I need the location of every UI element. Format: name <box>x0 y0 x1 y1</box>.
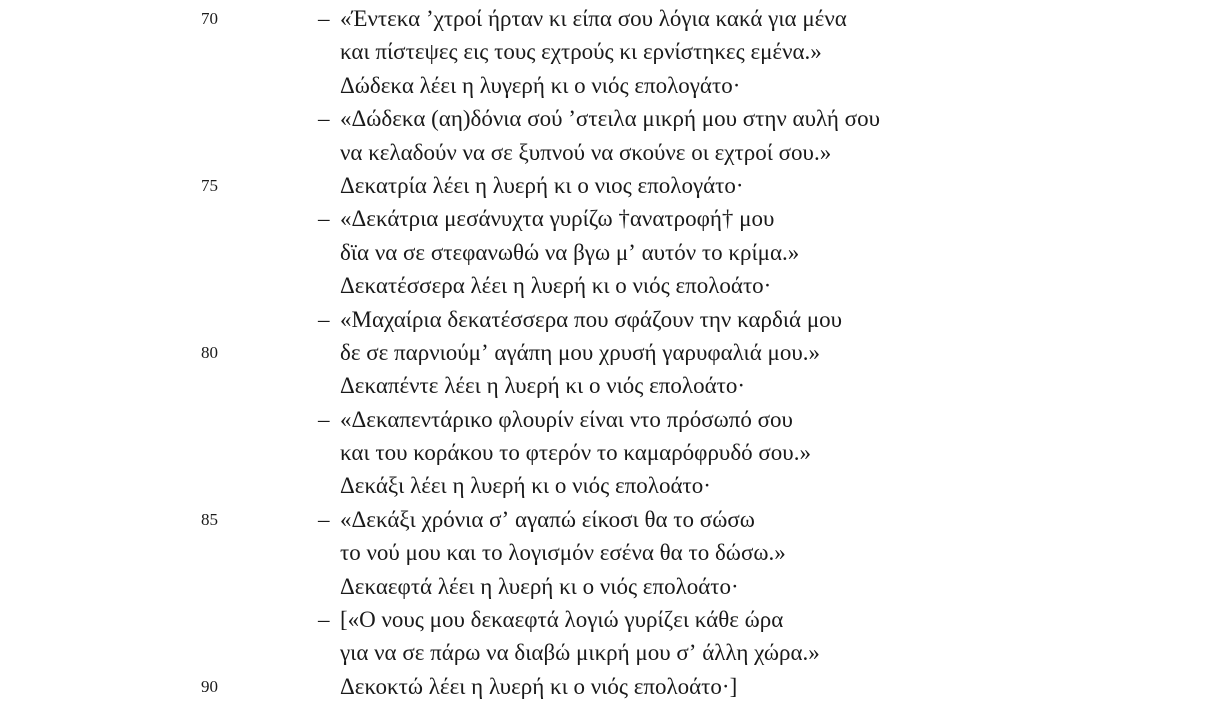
verse-line <box>0 636 1224 669</box>
dialogue-dash: – <box>318 506 330 532</box>
dialogue-dash: – <box>318 607 330 633</box>
dialogue-dash: – <box>318 6 330 31</box>
verse-text: και πίστεψες εις τους εχτρούς κι ερνίστηκες εμένα.» <box>340 39 822 65</box>
verse-text: δε σε παρνιούμʼ αγάπη μου χρυσή γαρυφαλιά μου.» <box>340 339 821 365</box>
verse-line <box>0 35 1224 68</box>
verse-line <box>0 236 1224 269</box>
verse-text: Δεκοκτώ λέει η λυερή κι ο νιός επολοάτο·] <box>340 673 738 699</box>
verse-text: δϊα να σε στεφανωθώ να βγω μʼ αυτόν το κρίμα.» <box>340 239 800 265</box>
verse-line <box>0 202 1224 235</box>
verse-text: Δεκαπέντε λέει η λυερή κι ο νιός επολοάτο· <box>340 373 746 399</box>
dialogue-dash: – <box>318 106 330 132</box>
verse-line <box>0 469 1224 502</box>
line-number: 75 <box>201 175 218 195</box>
line-number: 90 <box>201 676 218 696</box>
verse-line <box>0 670 1224 703</box>
verse-text: και του κοράκου το φτερόν το καμαρόφρυδό σου.» <box>340 440 811 466</box>
verse-line <box>0 436 1224 469</box>
verse-text: Δεκάξι λέει η λυερή κι ο νιός επολοάτο· <box>340 473 711 499</box>
dialogue-dash: – <box>318 206 330 232</box>
verse-line <box>0 69 1224 102</box>
line-number: 70 <box>201 9 218 28</box>
verse-line <box>0 2 1224 35</box>
verse-text: «Δεκαπεντάρικο φλουρίν είναι ντο πρόσωπό σου <box>340 406 793 432</box>
verse-line <box>0 136 1224 169</box>
line-number: 85 <box>201 509 218 529</box>
verse-text: «Δεκάξι χρόνια σʼ αγαπώ είκοσι θα το σώσω <box>340 506 755 532</box>
dialogue-dash: – <box>318 406 330 432</box>
verse-line <box>0 336 1224 369</box>
line-number: 80 <box>201 342 218 362</box>
verse-text: Δεκαεφτά λέει η λυερή κι ο νιός επολοάτο· <box>340 573 739 599</box>
verse-line <box>0 303 1224 336</box>
verse-line <box>0 603 1224 636</box>
verse-text: «Δώδεκα (αη)δόνια σού ʼστειλα μικρή μου στην αυλή σου <box>340 106 880 132</box>
verse-text: Δεκατρία λέει η λυερή κι ο νιος επολογάτο· <box>340 172 744 198</box>
verse-text: [«Ο νους μου δεκαεφτά λογιώ γυρίζει κάθε ώρα <box>340 607 784 633</box>
verse-line <box>0 403 1224 436</box>
verse-line <box>0 503 1224 536</box>
verse-line <box>0 536 1224 569</box>
dialogue-dash: – <box>318 306 330 332</box>
verse-text: για να σε πάρω να διαβώ μικρή μου σʼ άλλη χώρα.» <box>340 640 820 666</box>
verse-text: «Μαχαίρια δεκατέσσερα που σφάζουν την καρδιά μου <box>340 306 843 332</box>
verse-text: να κελαδούν να σε ξυπνού να σκούνε οι εχτροί σου.» <box>340 139 832 165</box>
poem-text <box>0 2 1224 703</box>
verse-line <box>0 102 1224 135</box>
verse-text: «Δεκάτρια μεσάνυχτα γυρίζω †ανατροφή† μου <box>340 206 775 232</box>
verse-line <box>0 570 1224 603</box>
verse-text: το νού μου και το λογισμόν εσένα θα το δώσω.» <box>340 540 786 566</box>
verse-line <box>0 369 1224 402</box>
verse-text: Δώδεκα λέει η λυγερή κι ο νιός επολογάτο· <box>340 72 741 98</box>
verse-text: Δεκατέσσερα λέει η λυερή κι ο νιός επολοάτο· <box>340 273 772 299</box>
verse-text: «Έντεκα ʼχτροί ήρταν κι είπα σου λόγια κακά για μένα <box>340 6 847 31</box>
verse-line <box>0 169 1224 202</box>
verse-line <box>0 269 1224 302</box>
